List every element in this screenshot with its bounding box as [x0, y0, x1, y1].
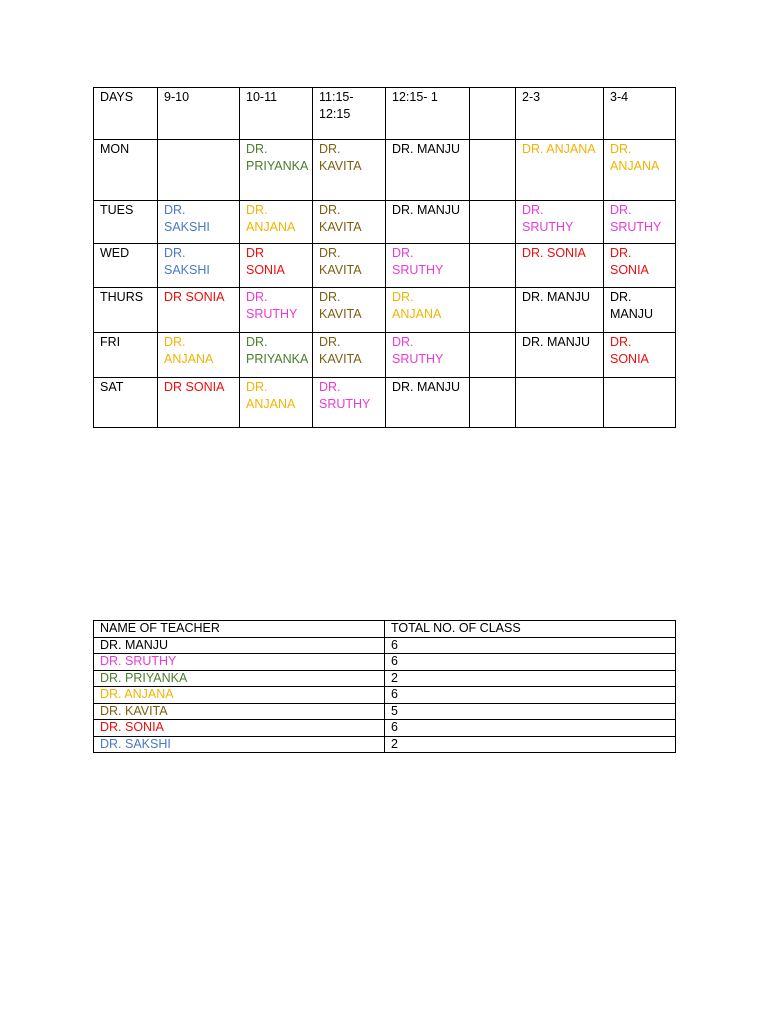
class-cell: DR. PRIYANKA: [240, 140, 313, 201]
class-cell: DR. SRUTHY: [386, 244, 470, 288]
class-cell: DR. PRIYANKA: [240, 333, 313, 378]
break-cell: [470, 288, 516, 333]
summary-row: [94, 687, 676, 704]
timetable: [93, 87, 676, 428]
class-cell: DR. KAVITA: [313, 288, 386, 333]
timetable-row-sat: [94, 378, 676, 428]
class-cell: DR. SRUTHY: [313, 378, 386, 428]
teacher-name: DR. PRIYANKA: [94, 670, 385, 687]
header-slot-11-15-12-15: 11:15-12:15: [313, 88, 386, 140]
header-slot-9-10: 9-10: [158, 88, 240, 140]
class-cell: DR. ANJANA: [604, 140, 676, 201]
header-slot-2-3: 2-3: [516, 88, 604, 140]
break-cell: [470, 333, 516, 378]
day-label: TUES: [94, 201, 158, 244]
day-label: SAT: [94, 378, 158, 428]
teacher-name: DR. KAVITA: [94, 703, 385, 720]
class-cell: DR. MANJU: [386, 140, 470, 201]
timetable-row-thurs: [94, 288, 676, 333]
summary-row: [94, 654, 676, 671]
class-cell: DR. KAVITA: [313, 140, 386, 201]
header-slot-break: [470, 88, 516, 140]
class-cell: [516, 378, 604, 428]
day-label: WED: [94, 244, 158, 288]
timetable-row-fri: [94, 333, 676, 378]
header-total-classes: TOTAL NO. OF CLASS: [385, 621, 676, 638]
class-cell: DR. SRUTHY: [516, 201, 604, 244]
break-cell: [470, 378, 516, 428]
total-classes: 6: [385, 687, 676, 704]
summary-header-row: [94, 621, 676, 638]
total-classes: 6: [385, 654, 676, 671]
class-cell: DR. KAVITA: [313, 333, 386, 378]
class-cell: DR. ANJANA: [516, 140, 604, 201]
class-cell: DR. SRUTHY: [386, 333, 470, 378]
class-cell: DR. MANJU: [386, 378, 470, 428]
timetable-row-tues: [94, 201, 676, 244]
class-cell: [604, 378, 676, 428]
total-classes: 2: [385, 670, 676, 687]
class-cell: DR. MANJU: [516, 333, 604, 378]
class-cell: DR. SONIA: [604, 244, 676, 288]
timetable-row-wed: [94, 244, 676, 288]
teacher-name: DR. MANJU: [94, 637, 385, 654]
class-cell: [158, 140, 240, 201]
break-cell: [470, 244, 516, 288]
class-cell: DR. ANJANA: [158, 333, 240, 378]
class-cell: DR. SRUTHY: [604, 201, 676, 244]
header-slot-12-15-1: 12:15- 1: [386, 88, 470, 140]
teacher-name: DR. SRUTHY: [94, 654, 385, 671]
teacher-name: DR. ANJANA: [94, 687, 385, 704]
day-label: THURS: [94, 288, 158, 333]
class-cell: DR SONIA: [240, 244, 313, 288]
break-cell: [470, 201, 516, 244]
class-cell: DR. SAKSHI: [158, 244, 240, 288]
timetable-row-mon: [94, 140, 676, 201]
summary-row: [94, 670, 676, 687]
summary-row: [94, 720, 676, 737]
summary-row: [94, 736, 676, 753]
total-classes: 6: [385, 720, 676, 737]
class-cell: DR. SONIA: [604, 333, 676, 378]
break-cell: [470, 140, 516, 201]
day-label: FRI: [94, 333, 158, 378]
class-cell: DR. SAKSHI: [158, 201, 240, 244]
class-cell: DR. SRUTHY: [240, 288, 313, 333]
teacher-summary-table: [93, 620, 676, 753]
class-cell: DR. MANJU: [604, 288, 676, 333]
class-cell: DR. MANJU: [386, 201, 470, 244]
class-cell: DR. ANJANA: [240, 201, 313, 244]
total-classes: 5: [385, 703, 676, 720]
header-teacher-name: NAME OF TEACHER: [94, 621, 385, 638]
class-cell: DR. KAVITA: [313, 201, 386, 244]
total-classes: 2: [385, 736, 676, 753]
header-slot-10-11: 10-11: [240, 88, 313, 140]
class-cell: DR. KAVITA: [313, 244, 386, 288]
class-cell: DR. ANJANA: [386, 288, 470, 333]
teacher-name: DR. SONIA: [94, 720, 385, 737]
class-cell: DR. ANJANA: [240, 378, 313, 428]
header-slot-3-4: 3-4: [604, 88, 676, 140]
class-cell: DR. SONIA: [516, 244, 604, 288]
summary-row: [94, 703, 676, 720]
teacher-name: DR. SAKSHI: [94, 736, 385, 753]
class-cell: DR SONIA: [158, 288, 240, 333]
header-days: DAYS: [94, 88, 158, 140]
class-cell: DR. MANJU: [516, 288, 604, 333]
day-label: MON: [94, 140, 158, 201]
class-cell: DR SONIA: [158, 378, 240, 428]
timetable-header-row: [94, 88, 676, 140]
summary-row: [94, 637, 676, 654]
total-classes: 6: [385, 637, 676, 654]
